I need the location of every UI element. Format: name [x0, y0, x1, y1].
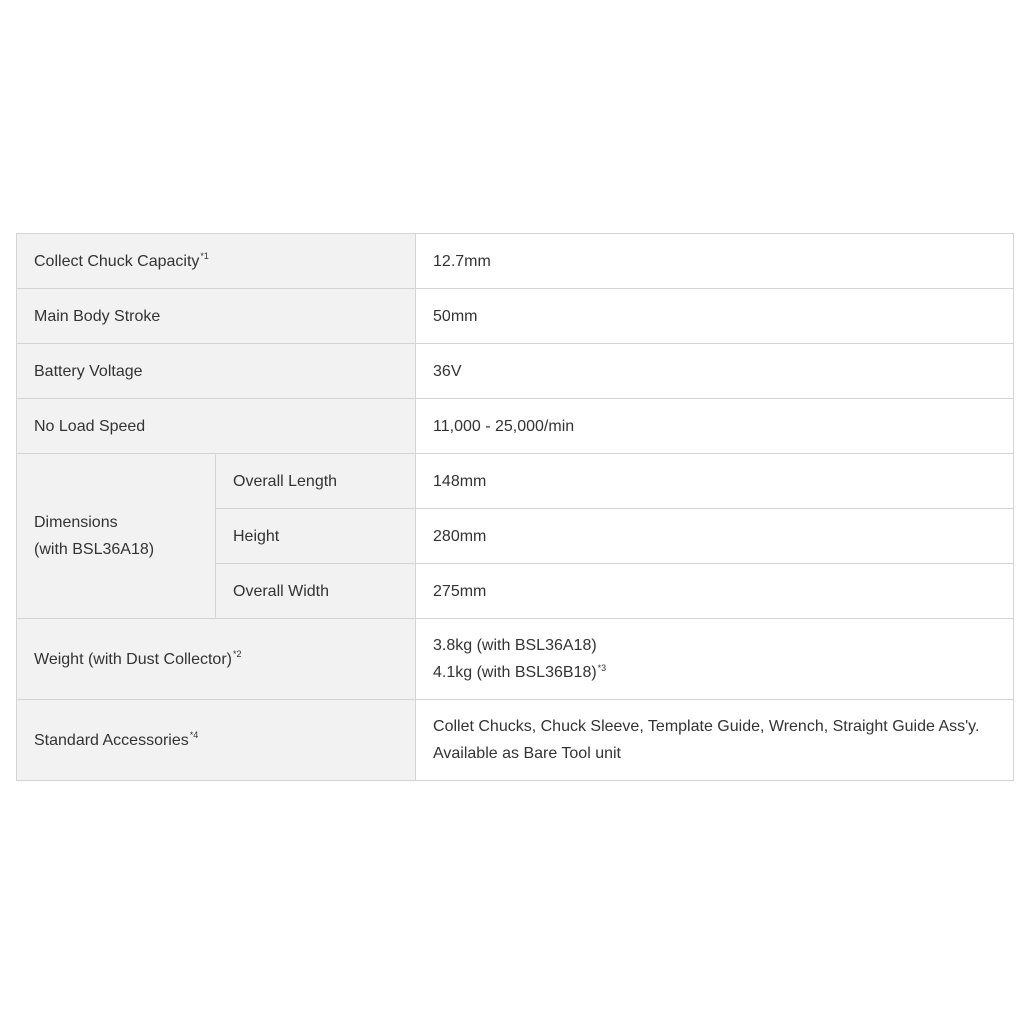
spec-value-overall-length: 148mm [416, 454, 1014, 509]
footnote-marker: *3 [597, 662, 607, 673]
spec-row-standard-accessories [17, 700, 1014, 781]
spec-sublabel-overall-length: Overall Length [216, 454, 416, 509]
spec-label-dimensions [17, 454, 216, 619]
footnote-marker: *1 [200, 251, 209, 262]
spec-value-no-load-speed: 11,000 - 25,000/min [416, 399, 1014, 454]
spec-value-overall-width: 275mm [416, 564, 1014, 619]
spec-label-text: Standard Accessories [34, 731, 189, 749]
spec-sublabel-overall-width: Overall Width [216, 564, 416, 619]
spec-label-collet-chuck-capacity [17, 234, 416, 289]
spec-value-accessories-line1: Collet Chucks, Chuck Sleeve, Template Guide, Wrench, Straight Guide Ass'y. [433, 718, 980, 735]
spec-label-text: Collect Chuck Capacity [34, 252, 200, 270]
spec-row-no-load-speed [17, 399, 1014, 454]
footnote-marker: *4 [189, 730, 199, 741]
spec-label-text: Weight (with Dust Collector) [34, 650, 232, 668]
spec-sublabel-height: Height [216, 509, 416, 564]
spec-label-dimensions-line2: (with BSL36A18) [34, 541, 155, 558]
spec-label-dimensions-line1: Dimensions [34, 514, 118, 531]
spec-label-no-load-speed: No Load Speed [17, 399, 416, 454]
spec-value-height: 280mm [416, 509, 1014, 564]
spec-value-collet-chuck-capacity: 12.7mm [416, 234, 1014, 289]
footnote-marker: *2 [232, 649, 242, 660]
spec-value-weight [416, 619, 1014, 700]
spec-row-battery-voltage [17, 344, 1014, 399]
spec-label-battery-voltage: Battery Voltage [17, 344, 416, 399]
spec-label-weight [17, 619, 416, 700]
spec-row-overall-length [17, 454, 1014, 509]
spec-row-weight [17, 619, 1014, 700]
spec-value-standard-accessories [416, 700, 1014, 781]
spec-label-standard-accessories [17, 700, 416, 781]
spec-row-main-body-stroke [17, 289, 1014, 344]
spec-value-battery-voltage: 36V [416, 344, 1014, 399]
spec-value-accessories-line2: Available as Bare Tool unit [433, 745, 621, 762]
spec-value-weight-line2 [433, 659, 996, 686]
spec-label-main-body-stroke: Main Body Stroke [17, 289, 416, 344]
spec-table [16, 233, 1014, 781]
spec-value-main-body-stroke: 50mm [416, 289, 1014, 344]
spec-value-weight-line1: 3.8kg (with BSL36A18) [433, 637, 597, 654]
spec-row-collet-chuck-capacity [17, 234, 1014, 289]
spec-value-text: 4.1kg (with BSL36B18) [433, 664, 597, 681]
